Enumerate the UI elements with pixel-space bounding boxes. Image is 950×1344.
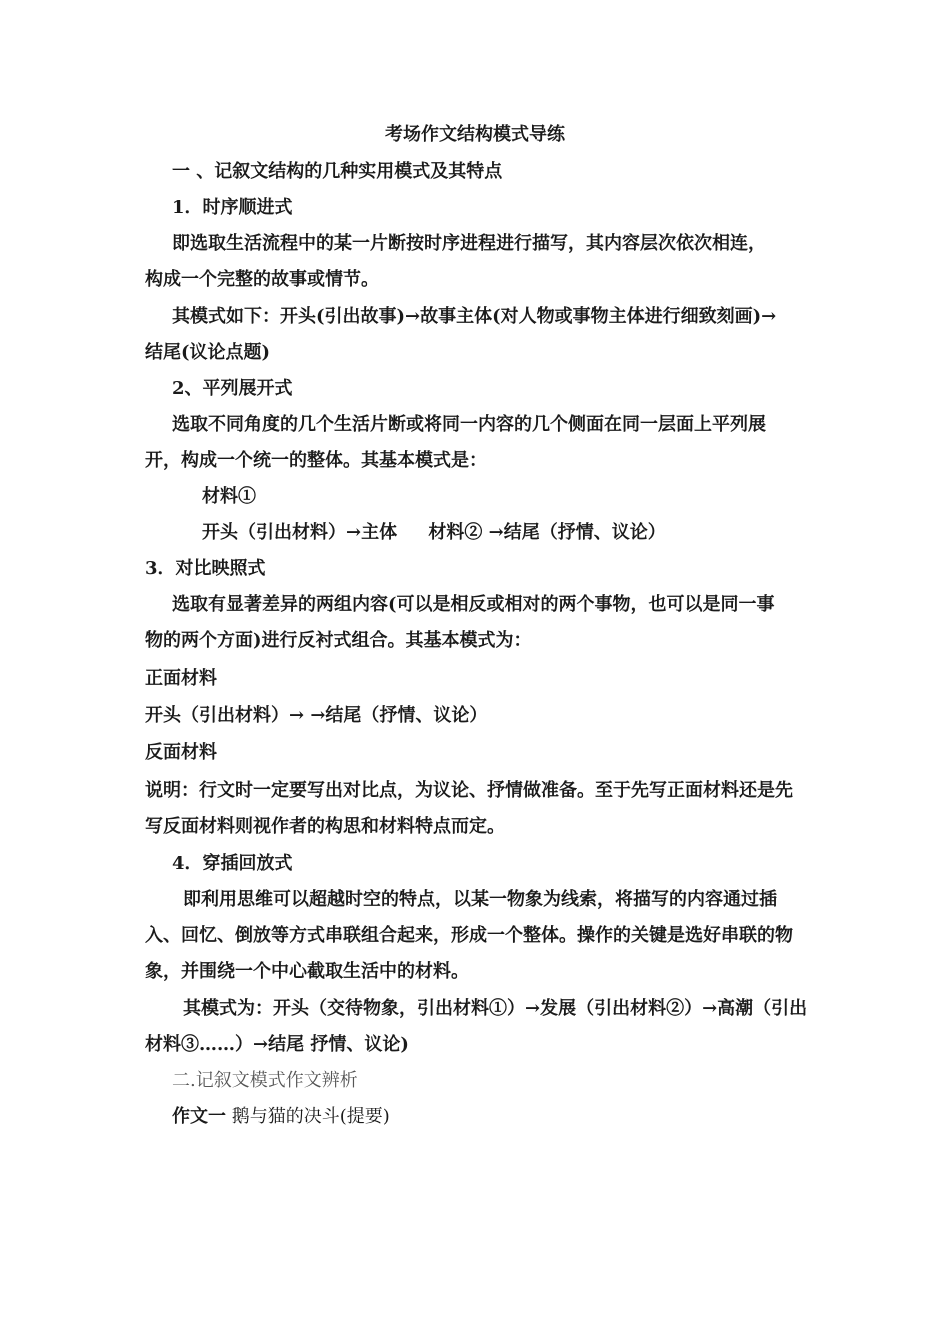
mode-3-negative-material: 反面材料 [145, 742, 217, 763]
mode-1-desc-line-1: 即选取生活流程中的某一片断按时序进程进行描写，其内容层次依次相连， [172, 233, 766, 254]
mode-3-pattern: 开头（引出材料）→ →结尾（抒情、议论） [145, 705, 488, 726]
mode-3-note-line-2: 写反面材料则视作者的构思和材料特点而定。 [145, 816, 505, 837]
essay-1-label: 作文一 [172, 1106, 226, 1127]
mode-4-desc-line-1: 即利用思维可以超越时空的特点，以某一物象为线索，将描写的内容通过插 [183, 889, 777, 910]
essay-1-title: 鹅与猫的决斗(提要) [231, 1106, 390, 1127]
mode-3-heading: 3．对比映照式 [145, 558, 266, 579]
mode-4-desc-line-3: 象，并围绕一个中心截取生活中的材料。 [145, 961, 469, 982]
mode-4-heading: 4．穿插回放式 [172, 853, 293, 874]
mode-3-positive-material: 正面材料 [145, 668, 217, 689]
section-2-heading: 二.记叙文模式作文辨析 [172, 1070, 358, 1091]
mode-4-pattern-line-2: 材料③……）→结尾 抒情、议论) [145, 1034, 409, 1055]
mode-3-desc-line-2: 物的两个方面)进行反衬式组合。其基本模式为： [145, 630, 532, 651]
mode-1-desc-line-2: 构成一个完整的故事或情节。 [145, 269, 379, 290]
mode-3-desc-line-1: 选取有显著差异的两组内容(可以是相反或相对的两个事物，也可以是同一事 [172, 594, 775, 615]
section-1-heading: 一 、记叙文结构的几种实用模式及其特点 [172, 161, 503, 182]
mode-2-material-1: 材料① [202, 486, 256, 507]
mode-2-desc-line-2: 开，构成一个统一的整体。其基本模式是： [145, 450, 487, 471]
mode-1-heading: 1．时序顺进式 [172, 197, 293, 218]
mode-3-note-line-1: 说明：行文时一定要写出对比点，为议论、抒情做准备。至于先写正面材料还是先 [145, 780, 793, 801]
mode-1-pattern-line-1: 其模式如下：开头(引出故事)→故事主体(对人物或事物主体进行细致刻画)→ [172, 306, 777, 327]
mode-1-pattern-line-2: 结尾(议论点题) [145, 342, 271, 363]
mode-2-pattern: 开头（引出材料）→主体 材料② →结尾（抒情、议论） [202, 522, 666, 543]
mode-4-pattern-line-1: 其模式为：开头（交待物象，引出材料①）→发展（引出材料②）→高潮（引出 [183, 998, 808, 1019]
mode-2-desc-line-1: 选取不同角度的几个生活片断或将同一内容的几个侧面在同一层面上平列展 [172, 414, 766, 435]
mode-2-heading: 2、平列展开式 [172, 378, 293, 399]
mode-4-desc-line-2: 入、回忆、倒放等方式串联组合起来，形成一个整体。操作的关键是选好串联的物 [145, 925, 793, 946]
doc-title: 考场作文结构模式导练 [385, 124, 565, 145]
essay-1-line [172, 1105, 390, 1129]
